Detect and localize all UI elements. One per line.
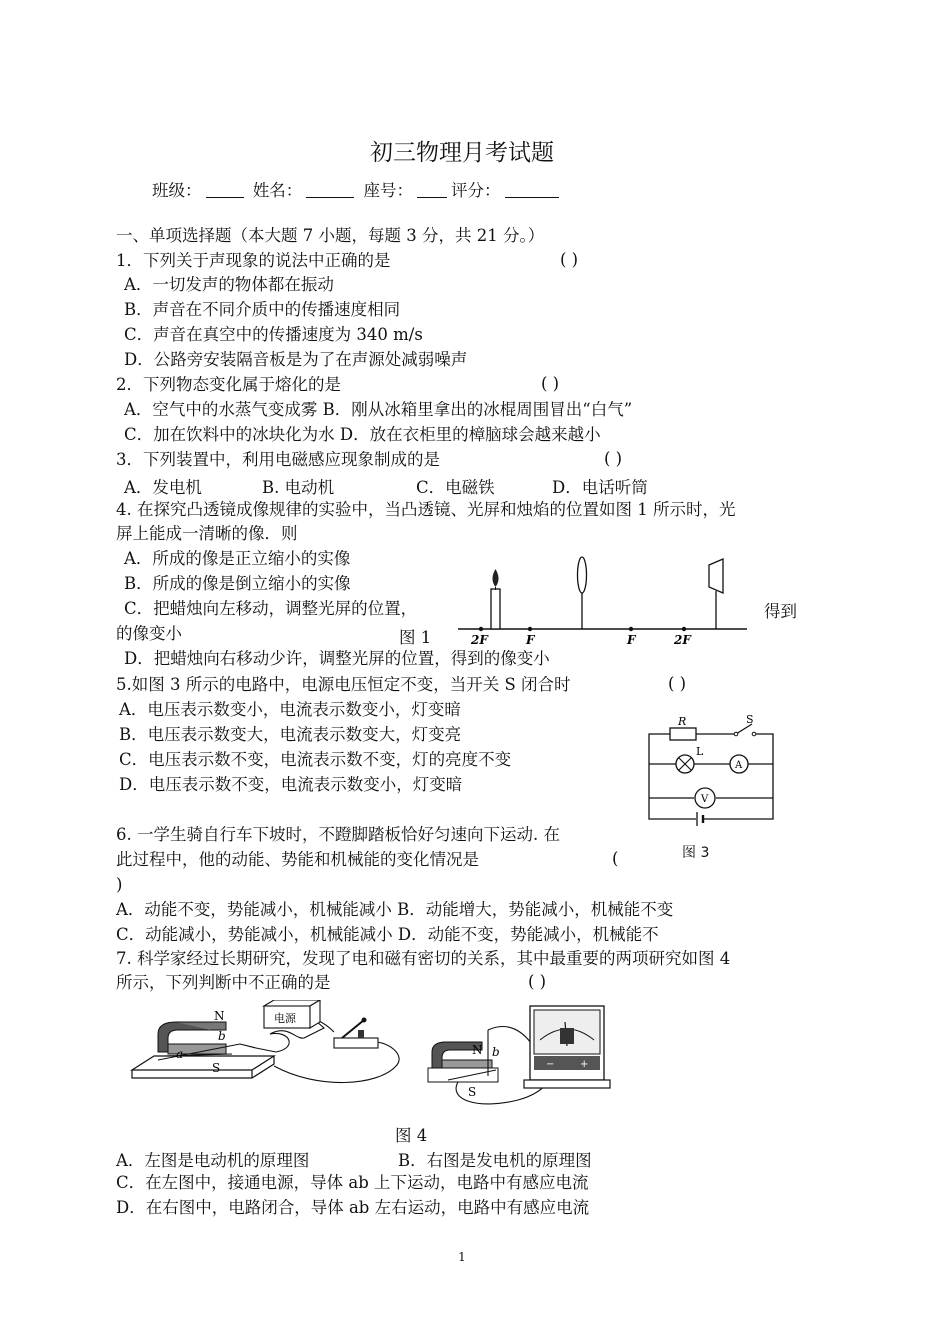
convex-lens	[578, 557, 587, 629]
label-2f-right: 2F	[674, 633, 691, 647]
question-4-stem-line1: 4. 在探究凸透镜成像规律的实验中，当凸透镜、光屏和烛焰的位置如图 1 所示时，光	[116, 500, 736, 519]
point-2f-right	[682, 627, 686, 631]
score-label: 评分：	[451, 181, 501, 200]
galvanometer	[524, 1006, 610, 1088]
page-title: 初三物理月考试题	[370, 140, 554, 166]
right-label-n: N	[472, 1043, 483, 1057]
light-screen	[709, 559, 723, 629]
seat-label: 座号：	[363, 181, 413, 200]
question-2-stem: 2．下列物态变化属于熔化的是	[116, 375, 341, 394]
question-1-option-a: A．一切发声的物体都在振动	[124, 275, 334, 294]
switch-knife	[334, 1018, 378, 1049]
question-6-stem-line2: 此过程中，他的动能、势能和机械能的变化情况是	[116, 850, 479, 869]
question-6-options-row1: A．动能不变，势能减小，机械能减小 B．动能增大，势能减小，机械能不变	[116, 900, 674, 919]
name-label: 姓名：	[252, 181, 303, 200]
svg-text:+: +	[580, 1059, 589, 1070]
left-label-n: N	[214, 1009, 225, 1023]
label-f-left: F	[526, 633, 535, 647]
question-3-option-c: C．电磁铁	[416, 478, 495, 497]
question-6-paren-close: )	[116, 875, 123, 894]
point-f-left	[528, 627, 532, 631]
question-2-answer-paren[interactable]: ( )	[541, 374, 560, 393]
question-3-option-a: A．发电机	[124, 478, 202, 497]
label-r: R	[678, 715, 687, 728]
question-5-option-b: B．电压表示数变大，电流表示数变大，灯变亮	[119, 725, 462, 744]
figure-4-right-apparatus	[418, 1000, 618, 1110]
question-4-option-c-tail: 得到	[764, 602, 797, 621]
question-7-answer-paren[interactable]: ( )	[528, 972, 547, 991]
label-a: A	[735, 760, 743, 771]
battery	[697, 812, 703, 826]
left-label-b: b	[218, 1029, 226, 1043]
student-info-line	[152, 177, 563, 201]
question-2-options-row2: C．加在饮料中的冰块化为水 D．放在衣柜里的樟脑球会越来越小	[124, 425, 601, 444]
question-1-option-b: B．声音在不同介质中的传播速度相同	[124, 300, 401, 319]
point-f-right	[629, 627, 633, 631]
figure-4-caption: 图 4	[395, 1126, 428, 1145]
figure-3-caption: 图 3	[682, 845, 710, 861]
question-7-stem-line2: 所示，下列判断中不正确的是	[116, 973, 331, 992]
question-5-option-d: D．电压表示数不变，电流表示数变小，灯变暗	[119, 775, 463, 794]
left-label-power: 电源	[274, 1012, 296, 1025]
right-label-s: S	[468, 1085, 477, 1099]
point-2f-left	[479, 627, 483, 631]
question-2-options-row1: A．空气中的水蒸气变成雾 B．刚从冰箱里拿出的冰棍周围冒出“白气”	[124, 400, 633, 419]
question-4-option-c: C．把蜡烛向左移动，调整光屏的位置，	[124, 599, 418, 618]
question-7-option-a: A．左图是电动机的原理图	[116, 1151, 310, 1170]
question-4-option-a: A．所成的像是正立缩小的实像	[124, 549, 351, 568]
question-6-paren-open[interactable]: (	[612, 849, 619, 868]
label-l: L	[696, 745, 704, 758]
question-3-stem: 3．下列装置中，利用电磁感应现象制成的是	[116, 450, 440, 469]
figure-3-circuit	[640, 712, 785, 832]
question-5-answer-paren[interactable]: ( )	[668, 674, 687, 693]
question-3-option-b: B. 电动机	[262, 478, 335, 497]
resistor-r	[670, 728, 696, 740]
question-4-option-b: B．所成的像是倒立缩小的实像	[124, 574, 351, 593]
label-f-right: F	[627, 633, 636, 647]
right-label-b: b	[492, 1045, 500, 1059]
score-blank[interactable]	[505, 181, 559, 198]
question-7-option-b: B．右图是发电机的原理图	[398, 1151, 592, 1170]
question-4-option-c-wrap: 的像变小	[116, 624, 182, 643]
question-5-stem: 5.如图 3 所示的电路中，电源电压恒定不变，当开关 S 闭合时	[116, 675, 571, 694]
svg-text:−: −	[546, 1059, 555, 1070]
label-s: S	[746, 713, 754, 726]
question-1-option-c: C．声音在真空中的传播速度为 340 m/s	[124, 325, 423, 344]
class-label: 班级：	[152, 181, 202, 200]
candle	[491, 569, 500, 629]
section-heading: 一、单项选择题（本大题 7 小题，每题 3 分，共 21 分。）	[116, 226, 545, 245]
left-label-s: S	[212, 1061, 221, 1075]
page-number: 1	[458, 1250, 466, 1264]
base-board	[132, 1056, 274, 1070]
class-blank[interactable]	[206, 181, 244, 198]
question-5-option-c: C．电压表示数不变，电流表示数不变，灯的亮度不变	[119, 750, 512, 769]
figure-1-caption: 图 1	[399, 628, 432, 647]
name-blank[interactable]	[306, 181, 354, 198]
label-2f-left: 2F	[471, 633, 488, 647]
question-1-answer-paren[interactable]: ( )	[560, 250, 579, 269]
question-7-option-c: C．在左图中，接通电源，导体 ab 上下运动，电路中有感应电流	[116, 1173, 589, 1192]
question-5-option-a: A．电压表示数变小，电流表示数变小，灯变暗	[119, 700, 461, 719]
question-3-option-d: D．电话听筒	[552, 478, 648, 497]
left-label-a: a	[176, 1047, 184, 1061]
question-1-stem: 1．下列关于声现象的说法中正确的是	[116, 251, 391, 270]
question-1-option-d: D．公路旁安装隔音板是为了在声源处减弱噪声	[124, 350, 468, 369]
question-3-answer-paren[interactable]: ( )	[604, 449, 623, 468]
lamp-l	[676, 755, 694, 773]
figure-4-left-apparatus	[128, 1000, 410, 1100]
question-4-option-d: D．把蜡烛向右移动少许，调整光屏的位置，得到的像变小	[124, 649, 550, 668]
question-6-stem-line1: 6. 一学生骑自行车下坡时，不蹬脚踏板恰好匀速向下运动. 在	[116, 825, 560, 844]
question-6-options-row2: C．动能减小，势能减小，机械能减小 D．动能不变，势能减小，机械能不	[116, 925, 659, 944]
label-v: V	[701, 794, 709, 805]
figure-1-optical-bench	[455, 555, 755, 650]
question-4-stem-line2: 屏上能成一清晰的像．则	[116, 524, 298, 543]
question-7-option-d: D．在右图中，电路闭合，导体 ab 左右运动，电路中有感应电流	[116, 1198, 590, 1217]
seat-blank[interactable]	[417, 181, 447, 198]
question-7-stem-line1: 7. 科学家经过长期研究，发现了电和磁有密切的关系，其中最重要的两项研究如图 4	[116, 949, 731, 968]
